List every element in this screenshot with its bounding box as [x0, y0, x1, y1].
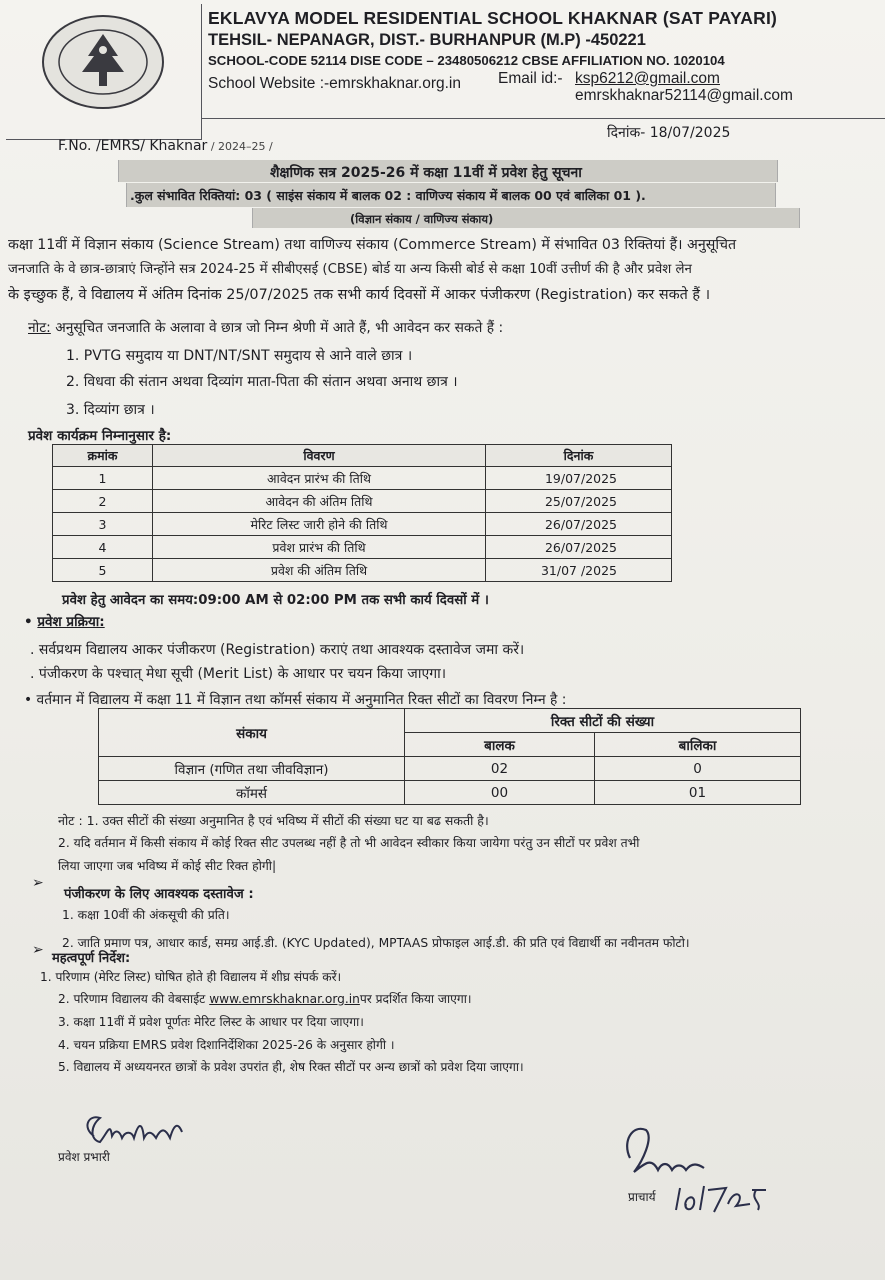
application-timing: प्रवेश हेतु आवेदन का समय:09:00 AM से 02:00 PM तक सभी कार्य दिवसों में ।	[62, 593, 489, 608]
school-website: School Website :-emrskhaknar.org.in	[208, 75, 461, 92]
header-divider	[202, 118, 885, 119]
documents-heading: पंजीकरण के लिए आवश्यक दस्तावेज :	[64, 887, 254, 902]
seats-note-2: 2. यदि वर्तमान में किसी संकाय में कोई रिक्त सीट उपलब्ध नहीं है तो भी आवेदन स्वीकार किया जायेगा परंतु उन सीटों पर प्रवेश तभी	[58, 836, 640, 850]
letter-date: दिनांक- 18/07/2025	[607, 125, 731, 141]
school-codes: SCHOOL-CODE 52114 DISE CODE – 23480506212 CBSE AFFILIATION NO. 1020104	[208, 53, 725, 68]
website-link[interactable]: www.emrskhaknar.org.in	[209, 992, 360, 1006]
eligibility-note: नोट: अनुसूचित जनजाति के अलावा वे छात्र जो निम्न श्रेणी में आते हैं, भी आवेदन कर सकते हैं :	[28, 320, 504, 336]
seats-table	[98, 708, 801, 805]
instruction-4: 4. चयन प्रक्रिया EMRS प्रवेश दिशानिर्देशिका 2025-26 के अनुसार होगी ।	[58, 1038, 395, 1052]
school-name: EKLAVYA MODEL RESIDENTIAL SCHOOL KHAKNAR (SAT PAYARI)	[208, 8, 778, 28]
seats-note-1: नोट : 1. उक्त सीटों की संख्या अनुमानित है एवं भविष्य में सीटों की संख्या घट या बढ सकती है।	[58, 813, 489, 828]
role-admission-incharge: प्रवेश प्रभारी	[58, 1150, 110, 1164]
instruction-3: 3. कक्षा 11वीं में प्रवेश पूर्णतः मेरिट लिस्ट के आधार पर दिया जाएगा।	[58, 1015, 364, 1029]
process-step-2: . पंजीकरण के पश्चात् मेधा सूची (Merit List) के आधार पर चयन किया जाएगा।	[30, 666, 447, 682]
process-heading: • प्रवेश प्रक्रिया:	[24, 614, 105, 630]
schedule-heading: प्रवेश कार्यक्रम निम्नानुसार है:	[28, 428, 172, 444]
eligible-category-1: 1. PVTG समुदाय या DNT/NT/SNT समुदाय से आने वाले छात्र ।	[66, 348, 413, 364]
process-step-1: . सर्वप्रथम विद्यालय आकर पंजीकरण (Registration) कराएं तथा आवश्यक दस्तावेज जमा करें।	[30, 642, 525, 658]
school-logo-icon	[38, 12, 168, 112]
table-row: 3 मेरिट लिस्ट जारी होने की तिथि 26/07/2025	[53, 513, 672, 536]
document-item-1: 1. कक्षा 10वीं की अंकसूची की प्रति।	[62, 908, 230, 922]
col-details: विवरण	[153, 445, 486, 467]
file-number: F.No. /EMRS/ Khaknar / 2024–25 /	[58, 138, 273, 154]
stream-band	[252, 208, 800, 228]
arrow-bullet-icon: ➢	[32, 942, 44, 958]
col-serial: क्रमांक	[53, 445, 153, 467]
col-vacant-seats: रिक्त सीटों की संख्या	[405, 709, 801, 733]
intro-line-1: कक्षा 11वीं में विज्ञान संकाय (Science Stream) तथा वाणिज्य संकाय (Commerce Stream) में संभावित 03 रिक्तियां हैं। अनुसूचित	[8, 237, 737, 253]
intro-line-3: के इच्छुक हैं, वे विद्यालय में अंतिम दिनांक 25/07/2025 तक सभी कार्य दिवसों में आकर पंजीकरण (Registration) कर सकते हैं ।	[8, 287, 711, 303]
document-item-2: 2. जाति प्रमाण पत्र, आधार कार्ड, समग्र आई.डी. (KYC Updated), MPTAAS प्रोफाइल आई.डी. की प्रति एवं विद्यार्थी का नवीनतम फोटो।	[62, 936, 690, 950]
school-address: TEHSIL- NEPANAGR, DIST.- BURHANPUR (M.P) -450221	[208, 31, 646, 49]
process-step-3: • वर्तमान में विद्यालय में कक्षा 11 में विज्ञान तथा कॉमर्स संकाय में अनुमानित रिक्त सीटों का विवरण निम्न है :	[24, 692, 567, 708]
arrow-bullet-icon: ➢	[32, 875, 44, 891]
seats-note-3: लिया जाएगा जब भविष्य में कोई सीट रिक्त होगी|	[58, 859, 277, 873]
instruction-5: 5. विद्यालय में अध्ययनरत छात्रों के प्रवेश उपरांत ही, शेष रिक्त सीटों पर अन्य छात्रों को प्रवेश दिया जाएगा।	[58, 1060, 524, 1074]
table-row: 2 आवेदन की अंतिम तिथि 25/07/2025	[53, 490, 672, 513]
stream-summary: (विज्ञान संकाय / वाणिज्य संकाय)	[350, 212, 494, 226]
signature-principal	[616, 1118, 786, 1228]
eligible-category-3: 3. दिव्यांग छात्र ।	[66, 402, 155, 418]
instructions-heading: महत्वपूर्ण निर्देश:	[52, 951, 131, 966]
table-row: 4 प्रवेश प्रारंभ की तिथि 26/07/2025	[53, 536, 672, 559]
col-boys: बालक	[405, 733, 595, 757]
email-link-1[interactable]: ksp6212@gmail.com	[575, 70, 720, 87]
table-row: 5 प्रवेश की अंतिम तिथि 31/07 /2025	[53, 559, 672, 582]
table-row: 1 आवेदन प्रारंभ की तिथि 19/07/2025	[53, 467, 672, 490]
schedule-table	[52, 444, 672, 582]
col-stream: संकाय	[99, 709, 405, 757]
table-row: विज्ञान (गणित तथा जीवविज्ञान) 02 0	[99, 757, 801, 781]
email-label: Email id:-	[498, 70, 563, 87]
email-link-2[interactable]: emrskhaknar52114@gmail.com	[575, 87, 793, 104]
col-date: दिनांक	[486, 445, 672, 467]
table-row: कॉमर्स 00 01	[99, 781, 801, 805]
instruction-2: 2. परिणाम विद्यालय की वेबसाईट www.emrskhaknar.org.inपर प्रदर्शित किया जाएगा।	[58, 992, 472, 1006]
notice-title: शैक्षणिक सत्र 2025-26 में कक्षा 11वीं में प्रवेश हेतु सूचना	[270, 165, 582, 181]
vacancy-summary: .कुल संभावित रिक्तियां: 03 ( साइंस संकाय में बालक 02 : वाणिज्य संकाय में बालक 00 एवं बालिका 01 ).	[130, 188, 646, 203]
eligible-category-2: 2. विधवा की संतान अथवा दिव्यांग माता-पिता की संतान अथवा अनाथ छात्र ।	[66, 374, 458, 390]
role-principal: प्राचार्य	[628, 1190, 656, 1204]
intro-line-2: जनजाति के वे छात्र-छात्राएं जिन्होंने सत्र 2024-25 में सीबीएसई (CBSE) बोर्ड या अन्य किसी बोर्ड से कक्षा 10वीं उत्तीर्ण की है और प्रवेश लेन	[8, 262, 692, 277]
col-girls: बालिका	[595, 733, 801, 757]
instruction-1: 1. परिणाम (मेरिट लिस्ट) घोषित होते ही विद्यालय में शीघ्र संपर्क करें।	[40, 970, 342, 984]
